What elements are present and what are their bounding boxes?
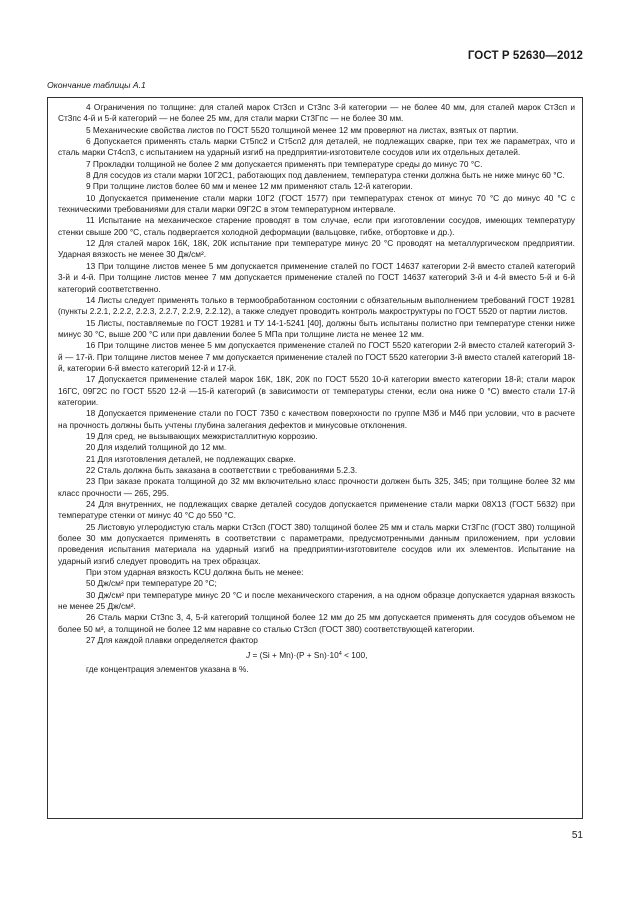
note-21: 21 Для изготовления деталей, не подлежащих сварке. [86, 453, 296, 464]
formula-note: где концентрация элементов указана в %. [86, 663, 249, 674]
note-26: 26 Сталь марки Ст3пс 3, 4, 5-й категорий толщиной более 12 мм до 25 мм допускается применять для сосудов объемом не более 50 м³, а толщиной не более 12 мм наравне со сталью Ст3сп (ГОСТ 380) соответствующей категории. [58, 612, 575, 634]
note-20: 20 Для изделий толщиной до 12 мм. [86, 442, 227, 453]
note-18: 18 Допускается применение стали по ГОСТ 7350 с качеством поверхности по группе М3б и М4б при условии, что в расчете на прочность должны быть учтены глубина залегания дефектов и минусовые отклонения. [58, 408, 575, 430]
note-25-kcu-intro: При этом ударная вязкость KCU должна быть не менее: [86, 567, 304, 578]
document-standard-header: ГОСТ Р 52630—2012 [467, 50, 583, 62]
note-23: 23 При заказе проката толщиной до 32 мм включительно класс прочности должен быть 325, 345; при толщине более 32 мм класс прочности — 265, 295. [58, 476, 575, 498]
formula-exponent: 4 [338, 650, 342, 657]
note-12: 12 Для сталей марок 16К, 18К, 20К испытание при температуре минус 20 °С проводят на металлургическом предприятии. Ударная вязкость не менее 30 Дж/см². [58, 238, 575, 260]
note-27: 27 Для каждой плавки определяется фактор [86, 635, 258, 646]
note-19: 19 Для сред, не вызывающих межкристаллитную коррозию. [86, 430, 318, 441]
note-25-kcu-20c: 50 Дж/см² при температуре 20 °С; [86, 578, 217, 589]
page-number: 51 [571, 830, 583, 841]
note-5: 5 Механические свойства листов по ГОСТ 5520 толщиной менее 12 мм проверяют на листах, взятых от партии. [86, 124, 519, 135]
formula-j-factor [58, 649, 575, 662]
notes-frame [47, 97, 583, 819]
note-15: 15 Листы, поставляемые по ГОСТ 19281 и ТУ 14-1-5241 [40], должны быть испытаны полистно при температуре стенки ниже минус 30 °С, выше 200 °С или при давлении более 5 МПа при толщине листа не менее 12 мм. [58, 317, 575, 339]
table-continuation-caption: Окончание таблицы А.1 [47, 80, 146, 90]
note-6: 6 Допускается применять сталь марки Ст5пс2 и Ст5сп2 для деталей, не подлежащих сварке, при тех же параметрах, что и сталь марки Ст4сп3, с испытанием на ударный изгиб на предприятии-изготовителе сосудов или их отдельных деталей. [58, 136, 575, 158]
note-11: 11 Испытание на механическое старение проводят в том случае, если при изготовлении сосудов, имеющих температуру стенки свыше 200 °С, сталь подвергается холодной деформации (вальцовке, гибке, отбортовке и др.). [58, 215, 575, 237]
note-10: 10 Допускается применение стали марки 10Г2 (ГОСТ 1577) при температурах стенок от минус 70 °С до минус 40 °С с техническими требованиями для стали марки 09Г2С в этом температурном интервале. [58, 192, 575, 215]
formula-tail: < 100, [341, 649, 368, 660]
note-8: 8 Для сосудов из стали марки 10Г2С1, работающих под давлением, температура стенки должна быть не ниже минус 60 °С. [86, 170, 565, 181]
formula-symbol: J [246, 649, 251, 660]
note-16: 16 При толщине листов менее 5 мм допускается применение сталей по ГОСТ 5520 категории 2-й вместо сталей категорий 3-й — 17-й. При толщине листов менее 7 мм допускается применение сталей по ГОСТ 5520 категории 3-й вместо сталей категорий 18-й, категории 6-й вместо категорий 12-й и 17-й. [58, 340, 575, 373]
note-25-kcu-minus20c: 30 Дж/см² при температуре минус 20 °С и после механического старения, а на одном образце допускается ударная вязкость не менее 25 Дж/см². [58, 589, 575, 612]
note-22: 22 Сталь должна быть заказана в соответствии с требованиями 5.2.3. [86, 465, 358, 475]
note-13: 13 При толщине листов менее 5 мм допускается применение сталей по ГОСТ 14637 категории 2-й вместо сталей категорий 3-й и 4-й. При толщине листов менее 7 мм допускается применение сталей по ГОСТ 14637 категорий 3-й и 4-й вместо 5-й и 6-й категорий соответственно. [58, 260, 575, 294]
note-17: 17 Допускается применение сталей марок 16К, 18К, 20К по ГОСТ 5520 10-й категории вместо категории 18-й; стали марок 16ГС, 09Г2С по ГОСТ 5520 12-й —15-й категорий (в зависимости от температуры стенки, если она ниже 0 °С) вместо стали 17-й категории. [58, 374, 575, 407]
note-9: 9 При толщине листов более 60 мм и менее 12 мм применяют сталь 12-й категории. [86, 181, 413, 192]
note-7: 7 Прокладки толщиной не более 2 мм допускается применять при температуре среды до минус 70 °С. [86, 158, 483, 169]
note-24: 24 Для внутренних, не подлежащих сварке деталей сосудов допускается применение стали марки 08Х13 (ГОСТ 5632) при температуре стенки от минус 40 °С до 550 °С. [58, 499, 575, 521]
note-14: 14 Листы следует применять только в термообработанном состоянии с обязательным выполнением требований ГОСТ 19281 (пункты 2.2.1, 2.2.2, 2.2.3, 2.2.7, 2.2.9, 2.2.12), а также следует проводить контроль макроструктуры по ГОСТ 5520 от партии листов. [58, 294, 575, 317]
note-4: 4 Ограничения по толщине: для сталей марок Ст3сп и Ст3пс 3-й категории — не более 40 мм, для сталей марок Ст3сп и Ст3пс 4-й и 5-й категорий — не более 25 мм, для стали марки Ст3Гпс — не более 30 мм. [58, 102, 575, 124]
note-25: 25 Листовую углеродистую сталь марки Ст3сп (ГОСТ 380) толщиной более 25 мм и сталь марки Ст3Гпс (ГОСТ 380) толщиной более 30 мм допускается применять в соответствии с параметрами, предусмотренными данным приложением, при условии проведения испытания материала на ударный изгиб на предприятии-изготовителе сосудов или их элементов. Испытание на ударный изгиб следует проводить на трех образцах. [58, 521, 575, 566]
formula-expression: = (Si + Mn)·(P + Sn)·10 [250, 649, 339, 660]
